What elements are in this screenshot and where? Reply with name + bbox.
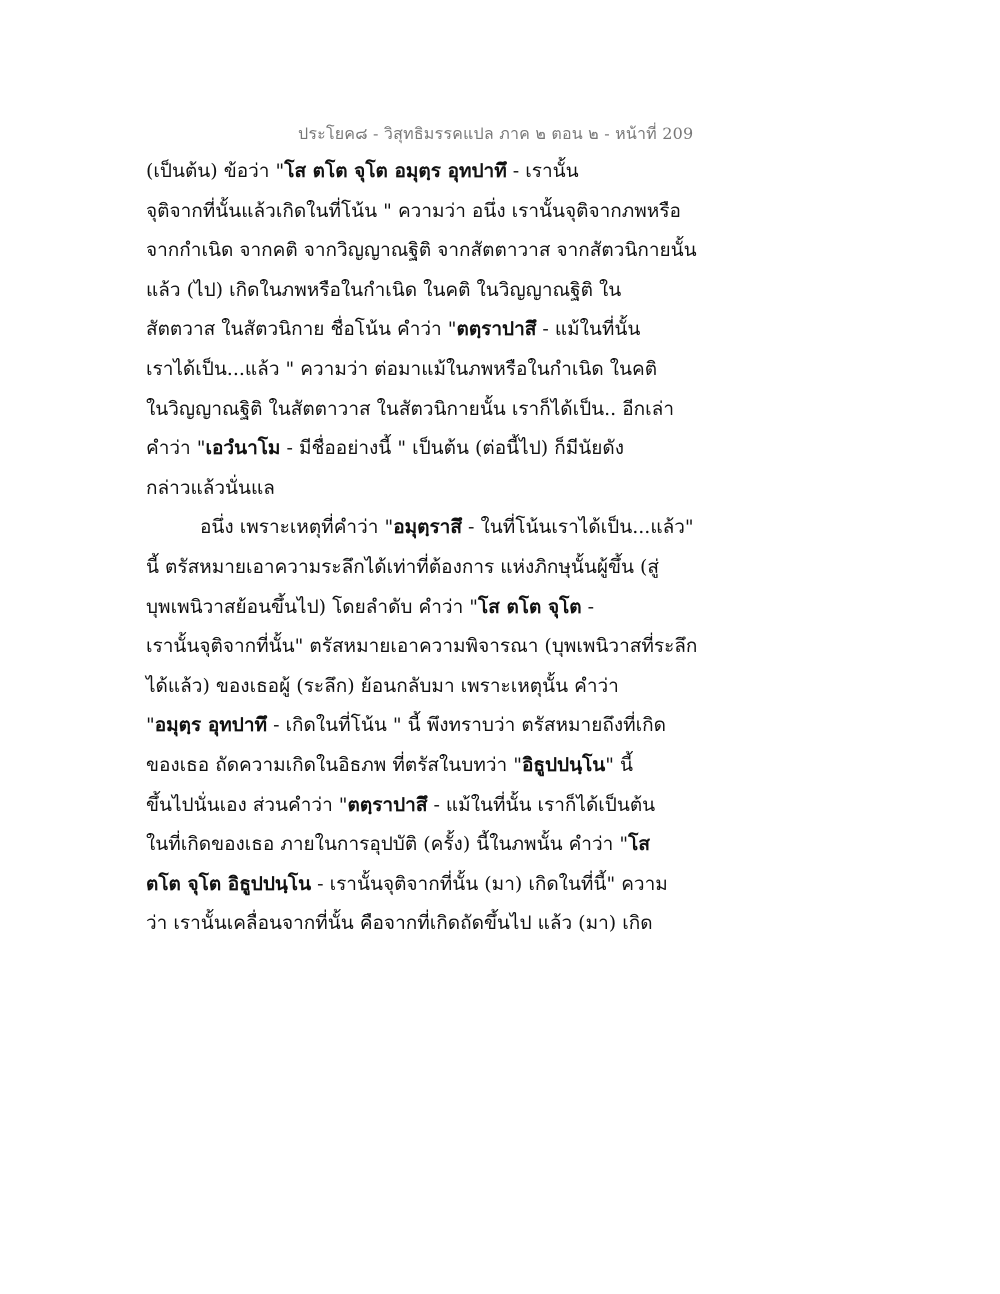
text-segment: " [146, 714, 155, 737]
text-segment: - แม้ในที่นั้น เราก็ได้เป็นต้น [427, 793, 656, 816]
text-line [146, 271, 706, 311]
pali-term: อิธูปปนฺโน [521, 753, 606, 776]
text-segment: ของเธอ ถัดความเกิดในอิธภพ ที่ตรัสในบทว่า " [146, 753, 522, 776]
pali-term: อมุตฺราสึ [393, 516, 462, 539]
pali-term: เอวํนาโม [205, 437, 281, 460]
pali-term: โส ตโต จุโต อมุตฺร อุทปาทึ [284, 160, 507, 182]
text-segment: เรานั้นจุติจากที่นั้น" ตรัสหมายเอาความพิจารณา (บุพเพนิวาสที่ระลึก [146, 635, 698, 658]
text-line [146, 469, 706, 509]
text-line [146, 746, 706, 786]
text-line [146, 667, 706, 707]
paragraph [146, 152, 706, 508]
text-line [146, 508, 706, 548]
text-segment: คำว่า " [146, 437, 206, 460]
text-segment: จากกำเนิด จากคติ จากวิญญาณฐิติ จากสัตตาวาส จากสัตวนิกายนั้น [146, 239, 697, 262]
text-line [146, 706, 706, 746]
text-line [146, 390, 706, 430]
text-segment: ได้แล้ว) ของเธอผู้ (ระลึก) ย้อนกลับมา เพราะเหตุนั้น คำว่า [146, 674, 619, 697]
text-segment: - ในที่โน้นเราได้เป็น...แล้ว" [461, 516, 694, 539]
text-segment: ในวิญญาณฐิติ ในสัตตาวาส ในสัตวนิกายนั้น เราก็ได้เป็น.. อีกเล่า [146, 397, 674, 420]
text-line [146, 548, 706, 588]
text-segment: สัตตวาส ในสัตวนิกาย ชื่อโน้น คำว่า " [146, 318, 457, 341]
text-segment: - เกิดในที่โน้น " นี้ พึงทราบว่า ตรัสหมายถึงที่เกิด [267, 714, 666, 737]
text-segment: (เป็นต้น) ข้อว่า " [146, 160, 285, 182]
pali-term: ตโต จุโต อิธูปปนฺโน [146, 872, 312, 895]
text-line [146, 825, 706, 865]
text-segment: - เรานั้น [506, 160, 579, 182]
text-segment: - [581, 595, 595, 618]
text-segment: ในที่เกิดของเธอ ภายในการอุปบัติ (ครั้ง) นี้ในภพนั้น คำว่า " [146, 833, 629, 856]
text-segment: แล้ว (ไป) เกิดในภพหรือในกำเนิด ในคติ ในวิญญาณฐิติ ใน [146, 278, 622, 301]
text-segment: บุพเพนิวาสย้อนขึ้นไป) โดยลำดับ คำว่า " [146, 595, 479, 618]
text-segment: นี้ ตรัสหมายเอาความระลึกได้เท่าที่ต้องการ แห่งภิกษุนั้นผู้ขึ้น (สู่ [146, 555, 660, 578]
text-segment: จุติจากที่นั้นแล้วเกิดในที่โน้น " ความว่า อนึ่ง เรานั้นจุติจากภพหรือ [146, 199, 681, 222]
body-text [146, 152, 706, 944]
text-line [146, 865, 706, 905]
text-segment: - แม้ในที่นั้น [536, 318, 641, 341]
text-segment: เราได้เป็น...แล้ว " ความว่า ต่อมาแม้ในภพหรือในกำเนิด ในคติ [146, 357, 658, 380]
paragraph [146, 508, 706, 944]
pali-term: ตตฺราปาสึ [347, 793, 428, 816]
text-segment: " นี้ [605, 753, 634, 776]
text-segment: อนึ่ง เพราะเหตุที่คำว่า " [200, 516, 394, 539]
text-line [146, 152, 706, 192]
text-segment: ว่า เรานั้นเคลื่อนจากที่นั้น คือจากที่เกิดถัดขึ้นไป แล้ว (มา) เกิด [146, 912, 653, 935]
pali-term: โส [628, 833, 650, 856]
text-line [146, 429, 706, 469]
pali-term: โส ตโต จุโต [478, 595, 582, 618]
pali-term: อมุตฺร อุทปาทึ [154, 714, 268, 737]
text-segment: - เรานั้นจุติจากที่นั้น (มา) เกิดในที่นี้" ความ [311, 872, 668, 895]
running-header: ประโยค๘ - วิสุทธิมรรคแปล ภาค ๒ ตอน ๒ - หน้าที่ 209 [298, 124, 694, 143]
text-line [146, 904, 706, 944]
pali-term: ตตฺราปาสึ [456, 318, 537, 341]
text-line [146, 310, 706, 350]
text-line [146, 588, 706, 628]
text-line [146, 627, 706, 667]
text-segment: ขึ้นไปนั่นเอง ส่วนคำว่า " [146, 793, 348, 816]
text-segment: - มีชื่ออย่างนี้ " เป็นต้น (ต่อนี้ไป) ก็มีนัยดัง [280, 437, 624, 460]
text-line [146, 786, 706, 826]
text-segment: กล่าวแล้วนั่นแล [146, 476, 275, 499]
text-line [146, 350, 706, 390]
text-line [146, 231, 706, 271]
text-line [146, 192, 706, 232]
